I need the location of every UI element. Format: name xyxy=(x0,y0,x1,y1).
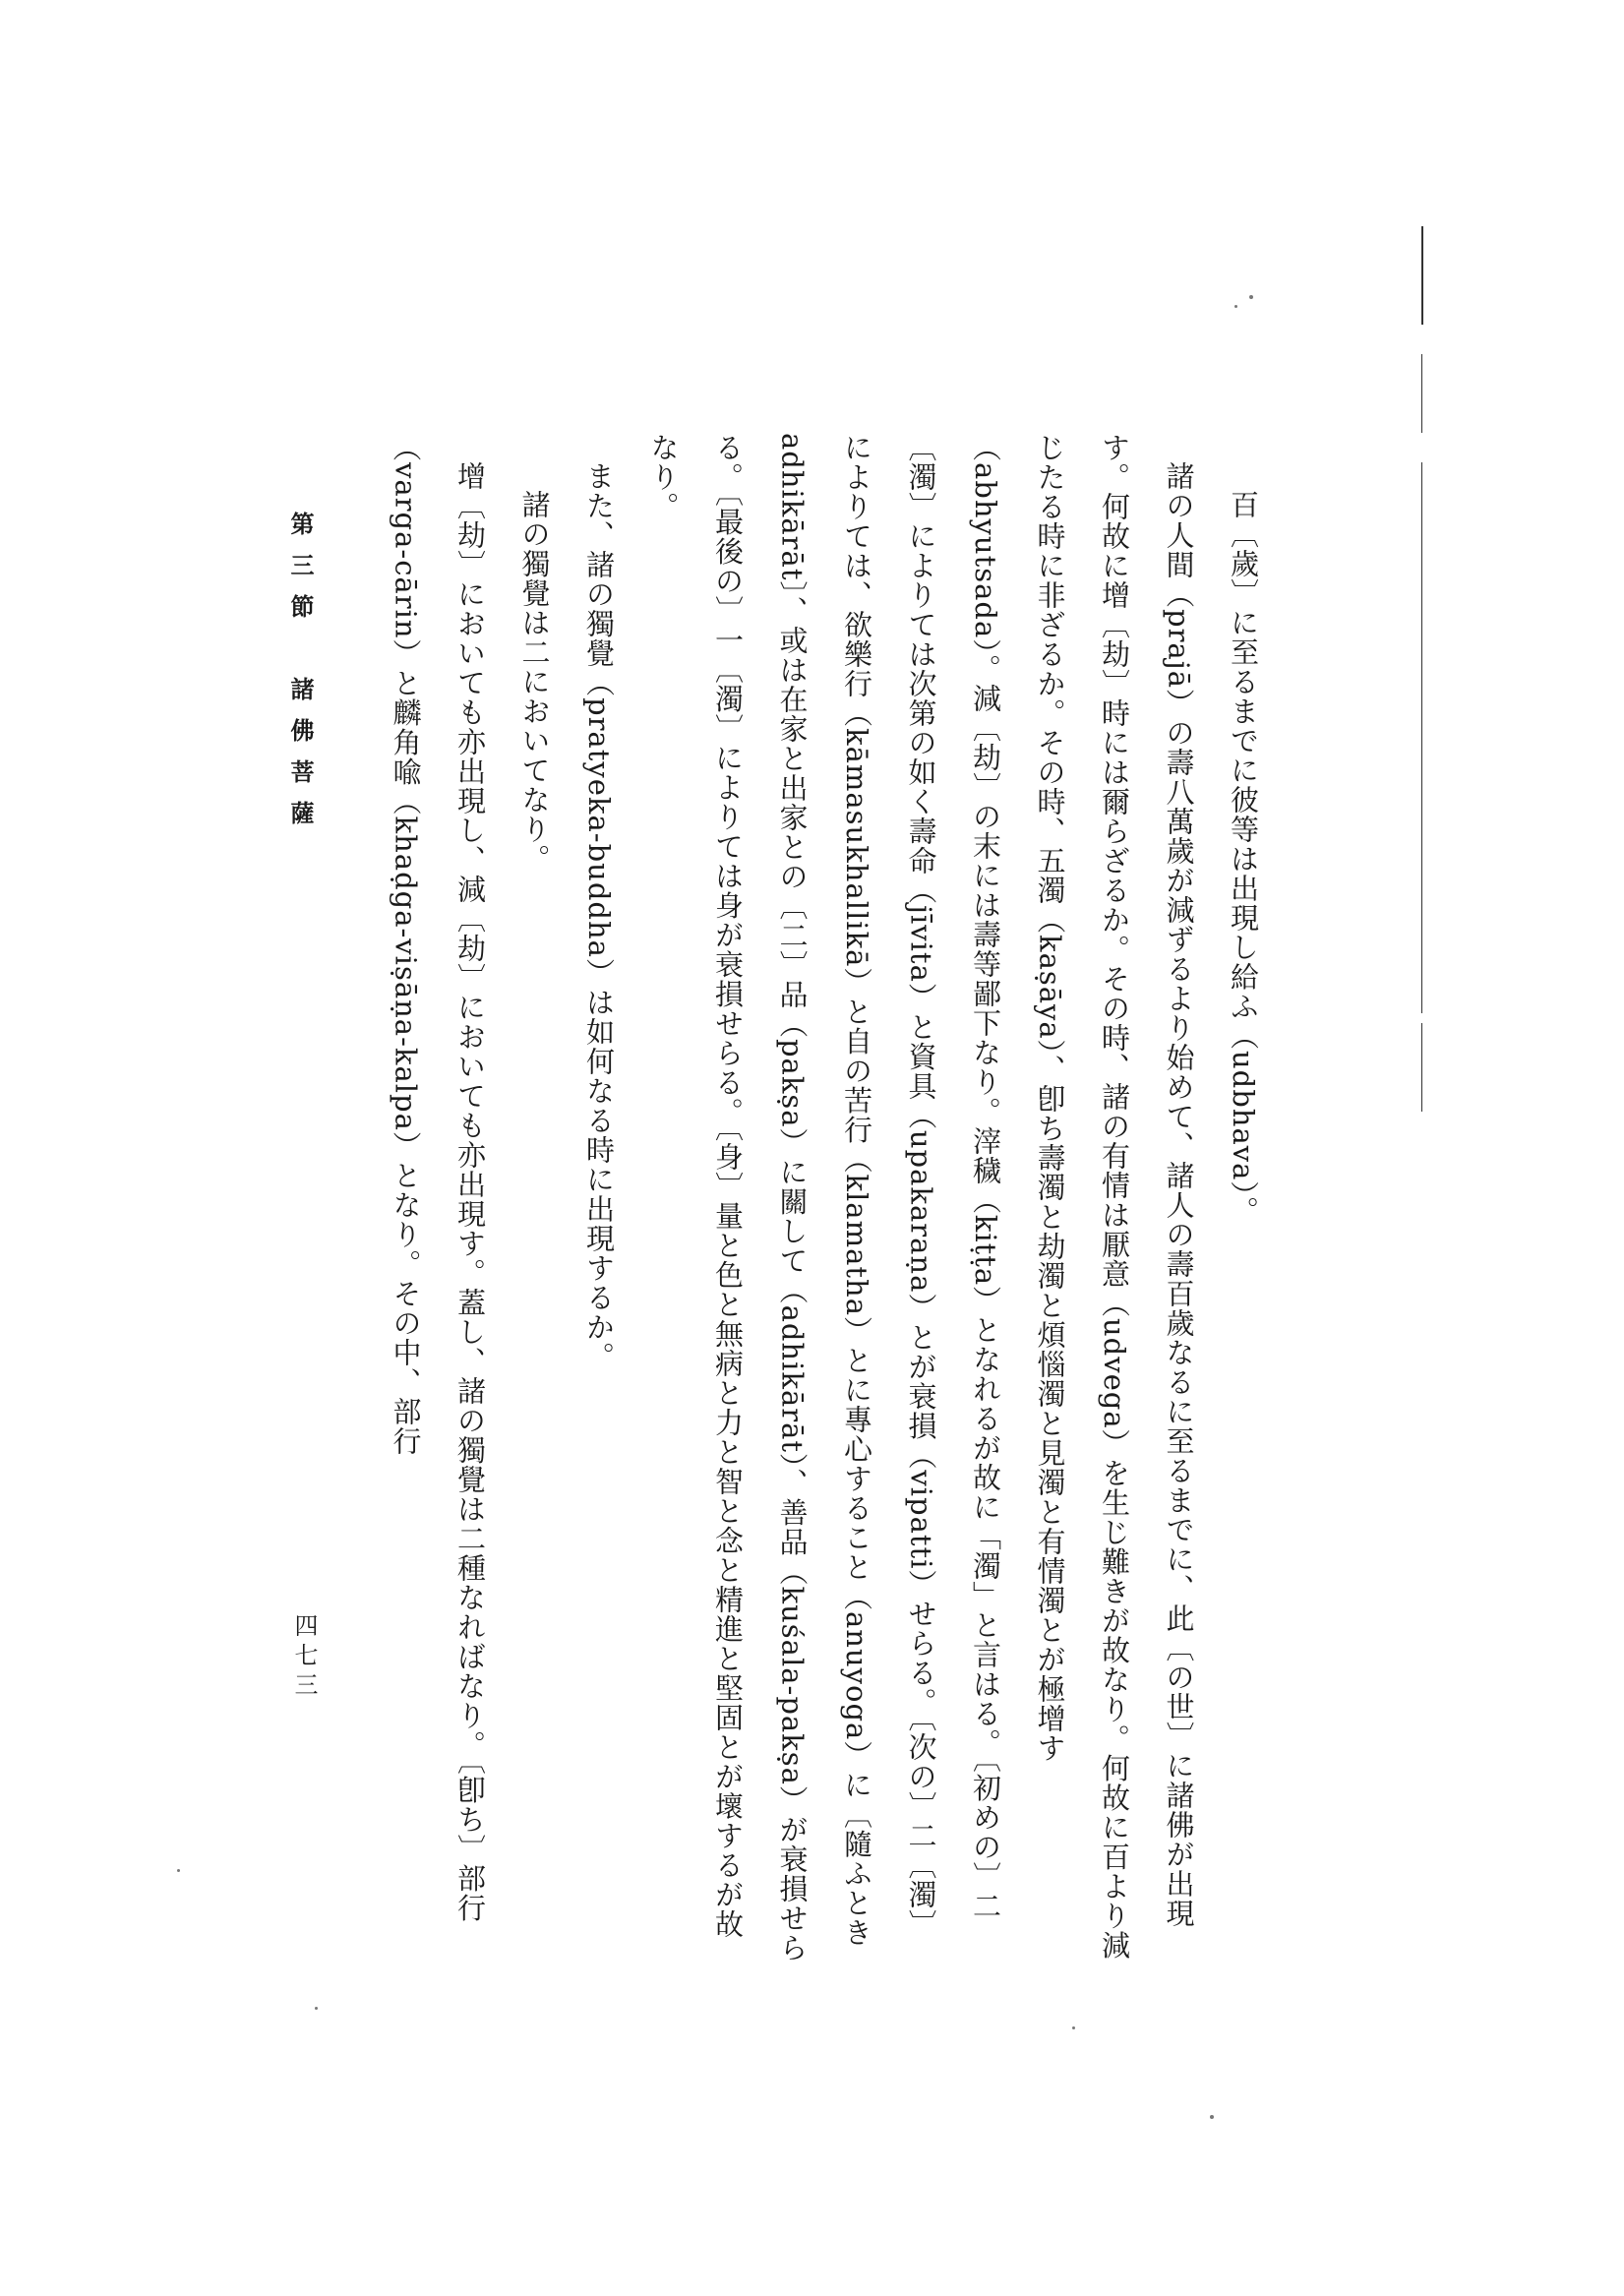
scan-margin-line xyxy=(1421,1023,1422,1112)
paragraph-4: 諸の獨覺は二においてなり。 xyxy=(517,490,552,874)
scan-speck xyxy=(1234,305,1237,308)
scan-margin-line xyxy=(1421,462,1422,1013)
paragraph-2: 諸の人間（prajā）の壽八萬歲が減ずるより始めて、諸人の壽百歲なるに至るまでに、此〔の世〕に諸佛が出現す。何故に增〔劫〕時には爾らざるか。その時、諸の有情は厭意（udvega）を生じ難きが故なり。何故に百より減じたる時に非ざるか。その時、五濁（kaṣāya）、卽ち壽濁と劫濁と煩惱濁と見濁と有情濁とが極增す（abhyutsada）。減〔劫〕の末には壽等鄙下なり。滓穢（kiṭṭa）となれるが故に「濁」と言はる。〔初めの〕二〔濁〕によりては次第の如く壽命（jīvita）と資具（upakaraṇa）とが衰損（vipatti）せらる。〔次の〕二〔濁〕によりては、欲樂行（kāmasukhallikā）と自の苦行（klamatha）とに專心すること（anuyoga）に〔隨ふとき adhikārāt〕、或は在家と出家との〔二〕品（pakṣa）に關して（adhikārāt）、善品（kuśala-pakṣa）が衰損せらる。〔最後の〕一〔濁〕によりては身が衰損せらる。〔身〕量と色と無病と力と智と念と精進と堅固とが壞するが故なり。 xyxy=(646,433,1196,1963)
paragraph-1: 百〔歲〕に至るまでに彼等は出現し給ふ（udbhava）。 xyxy=(1227,490,1260,1226)
page-number: 四七三 xyxy=(290,1613,318,1702)
body-text xyxy=(373,433,1275,1967)
scan-margin-line xyxy=(1421,354,1422,433)
scan-speck xyxy=(1249,295,1253,299)
scan-margin-line xyxy=(1421,226,1423,325)
scan-speck xyxy=(315,2007,318,2010)
scan-speck xyxy=(177,1869,180,1872)
paragraph-3: また、諸の獨覺（pratyeka-buddha）は如何なる時に出現するか。 xyxy=(582,461,616,1371)
scan-speck xyxy=(1210,2115,1214,2119)
running-footer-chapter: 第三節 諸佛菩薩 xyxy=(286,512,314,842)
scan-speck xyxy=(1072,2026,1075,2029)
paragraph-5: 增〔劫〕においても亦出現し、減〔劫〕においても亦出現す。蓋し、諸の獨覺は二種なればなり。〔卽ち〕部行（varga-cārin）と麟角喩（khaḍga-viṣāṇa-kalpa）となり。その中、部行 xyxy=(389,433,487,1923)
